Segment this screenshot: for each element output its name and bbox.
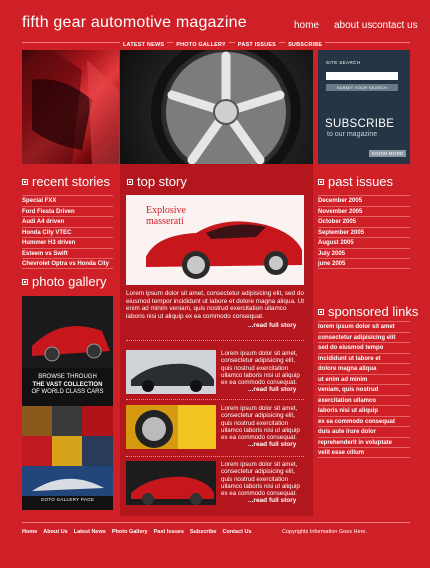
sponsored-link[interactable]: laboris nisi ut aliquip — [318, 405, 410, 416]
top-story-title: top story — [137, 174, 187, 189]
story-summary: Lorem ipsum dolor sit amet, consectetur adipisicing elit, quis nostrud exercitation ullamco laboris nisi ut aliquip ex ea commodo consequat. — [221, 405, 300, 442]
sponsored-links-heading — [318, 304, 418, 319]
footer-link-latest-news[interactable]: Latest News — [73, 529, 106, 535]
subscribe-subtitle: to our magazine — [327, 131, 378, 138]
top-story-heading — [127, 174, 187, 189]
subscribe-title[interactable]: SUBSCRIBE — [325, 118, 395, 130]
sponsored-link[interactable]: ut enim ad minim — [318, 374, 410, 385]
gallery-line-2: THE VAST COLLECTION — [32, 381, 103, 388]
copyright-text: Copyrights Information Goes Here. — [282, 529, 367, 535]
story-thumbnail[interactable] — [126, 405, 216, 449]
recent-story-link[interactable]: Special FXX — [22, 195, 113, 206]
top-story-text: Lorem ipsum dolor sit amet, consectetur adipisicing elit, sed do eiusmod tempor incididunt ut labore et dolore magna aliqua. Ut enim ad minim veniam, quis nostrud exercitation ullamco laboris nisi ut aliquip ex ea commodo consequat. — [126, 290, 304, 320]
past-issue-link[interactable]: june 2005 — [318, 258, 410, 269]
subnav-past-issues[interactable]: PAST ISSUES — [235, 41, 279, 50]
image-caption-line-2: masserati — [146, 216, 184, 227]
gallery-promo-text — [22, 374, 113, 397]
search-submit-button[interactable]: SUBMIT YOUR SEARCH — [326, 84, 398, 91]
sponsored-link[interactable]: velit esse cillum — [318, 447, 410, 458]
story-thumbnail[interactable] — [126, 461, 216, 505]
search-panel — [318, 50, 410, 164]
sponsored-links-list — [318, 321, 410, 458]
sponsored-link[interactable]: sed do eiusmod tempo — [318, 342, 410, 353]
bullet-icon — [22, 179, 28, 185]
subnav-subscribe[interactable]: SUBSCRIBE — [285, 41, 325, 50]
story-read-more-link[interactable]: ...read full story — [248, 386, 297, 393]
bullet-icon — [318, 179, 324, 185]
recent-stories-title: recent stories — [32, 174, 111, 189]
sponsored-link[interactable]: veniam, quis nostrud — [318, 384, 410, 395]
past-issue-link[interactable]: September 2005 — [318, 227, 410, 238]
search-input[interactable] — [326, 72, 398, 80]
past-issues-heading — [318, 174, 393, 189]
past-issue-link[interactable]: August 2005 — [318, 237, 410, 248]
sponsored-link[interactable]: incididunt ut labore et — [318, 353, 410, 364]
gallery-promo[interactable] — [22, 296, 113, 510]
recent-story-link[interactable]: Hummer H3 driven — [22, 237, 113, 248]
footer-link-photo-gallery[interactable]: Photo Gallery — [111, 529, 148, 535]
bullet-icon — [22, 279, 28, 285]
goto-gallery-button[interactable]: GOTO GALLERY PAGE — [40, 497, 95, 502]
sponsored-link[interactable]: exercitation ullamco — [318, 395, 410, 406]
footer-link-home[interactable]: Home — [22, 529, 38, 535]
story-read-more-link[interactable]: ...read full story — [248, 441, 297, 448]
nav-home[interactable]: home — [294, 20, 320, 31]
site-logo[interactable]: fifth gear automotive magazine — [22, 14, 247, 31]
hero-wheel-image — [120, 50, 313, 164]
sponsored-links-title: sponsored links — [328, 304, 419, 319]
footer-link-past-issues[interactable]: Past Issues — [153, 529, 184, 535]
top-story-read-more-link[interactable]: ...read full story — [248, 322, 297, 329]
sponsored-link[interactable]: lorem ipsum dolor sit amet — [318, 321, 410, 332]
divider — [126, 399, 304, 400]
image-caption-line-1: Explosive — [146, 205, 186, 216]
recent-stories-list — [22, 195, 113, 269]
past-issues-title: past issues — [328, 174, 394, 189]
nav-about-us[interactable]: about us — [334, 20, 373, 31]
past-issue-link[interactable]: November 2005 — [318, 206, 410, 217]
story-thumbnail[interactable] — [126, 350, 216, 394]
footer-link-subscribe[interactable]: Subscribe — [189, 529, 217, 535]
sponsored-link[interactable]: consectetur adipisicing elit — [318, 332, 410, 343]
nav-contact-us[interactable]: contact us — [372, 20, 418, 31]
story-read-more-link[interactable]: ...read full story — [248, 497, 297, 504]
footer-navigation — [22, 529, 252, 535]
divider — [126, 340, 304, 341]
sponsored-link[interactable]: reprehenderit in voluptate — [318, 437, 410, 448]
footer-link-contact-us[interactable]: Contact Us — [222, 529, 252, 535]
gallery-line-1: BROWSE THROUGH — [38, 374, 97, 380]
past-issue-link[interactable]: July 2005 — [318, 248, 410, 259]
recent-story-link[interactable]: Audi A4 driven — [22, 216, 113, 227]
subnav-latest-news[interactable]: LATEST NEWS — [120, 41, 167, 50]
search-title: SITE SEARCH — [326, 60, 361, 65]
gallery-line-3: OF WORLD CLASS CARS — [31, 389, 104, 395]
divider — [126, 456, 304, 457]
past-issues-list — [318, 195, 410, 269]
recent-story-link[interactable]: Chevrolet Optra vs Honda City — [22, 258, 113, 269]
photo-gallery-heading — [22, 274, 106, 289]
recent-stories-heading — [22, 174, 110, 189]
bullet-icon — [318, 309, 324, 315]
sub-navigation — [120, 41, 325, 50]
footer-divider — [22, 522, 410, 523]
photo-gallery-title: photo gallery — [32, 274, 107, 289]
recent-story-link[interactable]: Honda City VTEC — [22, 227, 113, 238]
subnav-photo-gallery[interactable]: PHOTO GALLERY — [173, 41, 229, 50]
footer-link-about-us[interactable]: About Us — [43, 529, 68, 535]
hero-car-door-image — [22, 50, 119, 164]
recent-story-link[interactable]: Ford Fiesta Driven — [22, 206, 113, 217]
story-summary: Lorem ipsum dolor sit amet, consectetur adipisicing elit, quis nostrud exercitation ullamco laboris nisi ut aliquip ex ea commodo consequat. — [221, 350, 300, 387]
sponsored-link[interactable]: duis aute irure dolor — [318, 426, 410, 437]
sponsored-link[interactable]: ex ea commodo consequat — [318, 416, 410, 427]
sponsored-link[interactable]: dolore magna aliqua — [318, 363, 410, 374]
past-issue-link[interactable]: October 2005 — [318, 216, 410, 227]
bullet-icon — [127, 179, 133, 185]
story-summary: Lorem ipsum dolor sit amet, consectetur adipisicing elit, quis nostrud exercitation ullamco laboris nisi ut aliquip ex ea commodo consequat. — [221, 461, 300, 498]
recent-story-link[interactable]: Esteem vs Swift — [22, 248, 113, 259]
know-more-button[interactable]: KNOW MORE — [369, 150, 406, 157]
past-issue-link[interactable]: December 2005 — [318, 195, 410, 206]
top-story-image-caption — [146, 205, 186, 227]
